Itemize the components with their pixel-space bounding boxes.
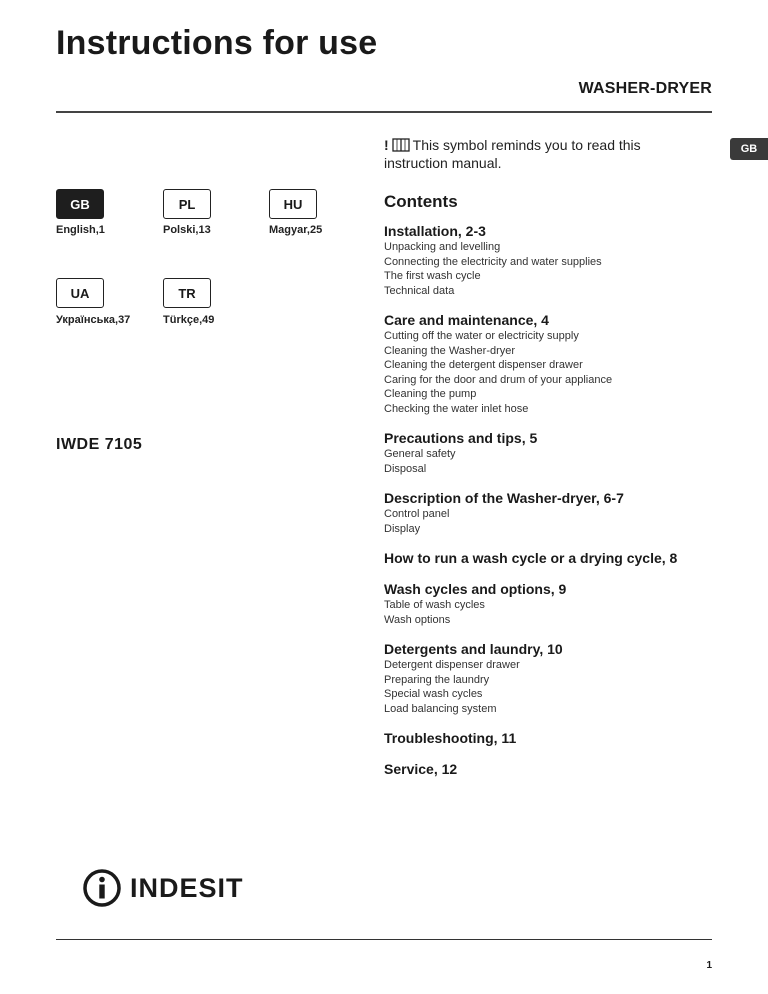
toc-section [384, 760, 724, 778]
toc-item: Unpacking and levelling [384, 241, 501, 253]
table-of-contents [384, 222, 724, 791]
page-number: 1 [706, 960, 712, 971]
contents-title: Contents [384, 192, 458, 211]
toc-section [384, 549, 724, 567]
language-code: TR [178, 285, 196, 301]
model-number: IWDE 7105 [56, 436, 143, 453]
brand-logo [82, 868, 244, 908]
language-label-hu: Magyar,25 [269, 224, 323, 236]
toc-item: Technical data [384, 284, 455, 297]
toc-item: Preparing the laundry [384, 673, 490, 686]
toc-item: Cutting off the water or electricity supply [384, 330, 579, 342]
toc-item: Special wash cycles [384, 688, 483, 700]
toc-section [384, 729, 724, 747]
language-label-tr: Türkçe,49 [163, 314, 215, 326]
toc-item: Checking the water inlet hose [384, 402, 529, 415]
read-manual-notice [384, 136, 694, 172]
toc-item: Cleaning the Washer-dryer [384, 344, 516, 357]
language-label-ua: Українська,37 [56, 314, 131, 326]
indesit-logo-icon [82, 868, 122, 908]
notice-mark: ! [384, 137, 389, 153]
toc-item: Cleaning the pump [384, 388, 477, 400]
toc-item: Detergent dispenser drawer [384, 659, 520, 671]
toc-item: Load balancing system [384, 702, 497, 715]
toc-item: Disposal [384, 462, 427, 475]
language-button-gb[interactable] [56, 189, 104, 219]
toc-section-heading: How to run a wash cycle or a drying cycle, 8 [384, 550, 678, 566]
toc-item: General safety [384, 448, 456, 460]
toc-section [384, 640, 724, 716]
toc-section-heading: Care and maintenance, 4 [384, 312, 549, 328]
language-button-pl[interactable] [163, 189, 211, 219]
toc-section [384, 580, 724, 627]
toc-section-heading: Installation, 2-3 [384, 223, 486, 239]
brand-name: INDESIT [130, 872, 244, 903]
language-button-hu[interactable] [269, 189, 317, 219]
toc-item: Control panel [384, 508, 450, 520]
toc-item: Connecting the electricity and water supplies [384, 255, 602, 268]
language-button-ua[interactable] [56, 278, 104, 308]
toc-section-heading: Detergents and laundry, 10 [384, 641, 563, 657]
toc-section-heading: Precautions and tips, 5 [384, 430, 538, 446]
toc-section [384, 222, 724, 298]
book-icon [392, 138, 410, 152]
toc-section-heading: Troubleshooting, 11 [384, 730, 517, 746]
language-code: UA [70, 285, 90, 301]
toc-item: Table of wash cycles [384, 599, 485, 611]
language-label-gb: English,1 [56, 224, 105, 236]
language-code: HU [283, 196, 303, 212]
footer-divider [56, 939, 712, 940]
toc-section [384, 489, 724, 536]
language-side-tab: GB [730, 138, 768, 160]
language-button-tr[interactable] [163, 278, 211, 308]
toc-section [384, 311, 724, 416]
toc-item: The first wash cycle [384, 270, 481, 282]
toc-item: Cleaning the detergent dispenser drawer [384, 359, 583, 371]
language-code: PL [178, 196, 196, 212]
toc-item: Wash options [384, 613, 451, 626]
product-type: WASHER-DRYER [578, 80, 712, 97]
toc-section-heading: Description of the Washer-dryer, 6-7 [384, 490, 624, 506]
toc-item: Display [384, 522, 421, 535]
language-label-pl: Polski,13 [163, 224, 211, 236]
toc-section-heading: Service, 12 [384, 761, 458, 777]
notice-text: This symbol reminds you to read this instruction manual. [384, 137, 641, 171]
toc-section [384, 429, 724, 476]
toc-section-heading: Wash cycles and options, 9 [384, 581, 567, 597]
toc-item: Caring for the door and drum of your appliance [384, 373, 613, 386]
language-code: GB [70, 196, 90, 212]
page-title: Instructions for use [56, 24, 378, 62]
header-divider [56, 111, 712, 113]
